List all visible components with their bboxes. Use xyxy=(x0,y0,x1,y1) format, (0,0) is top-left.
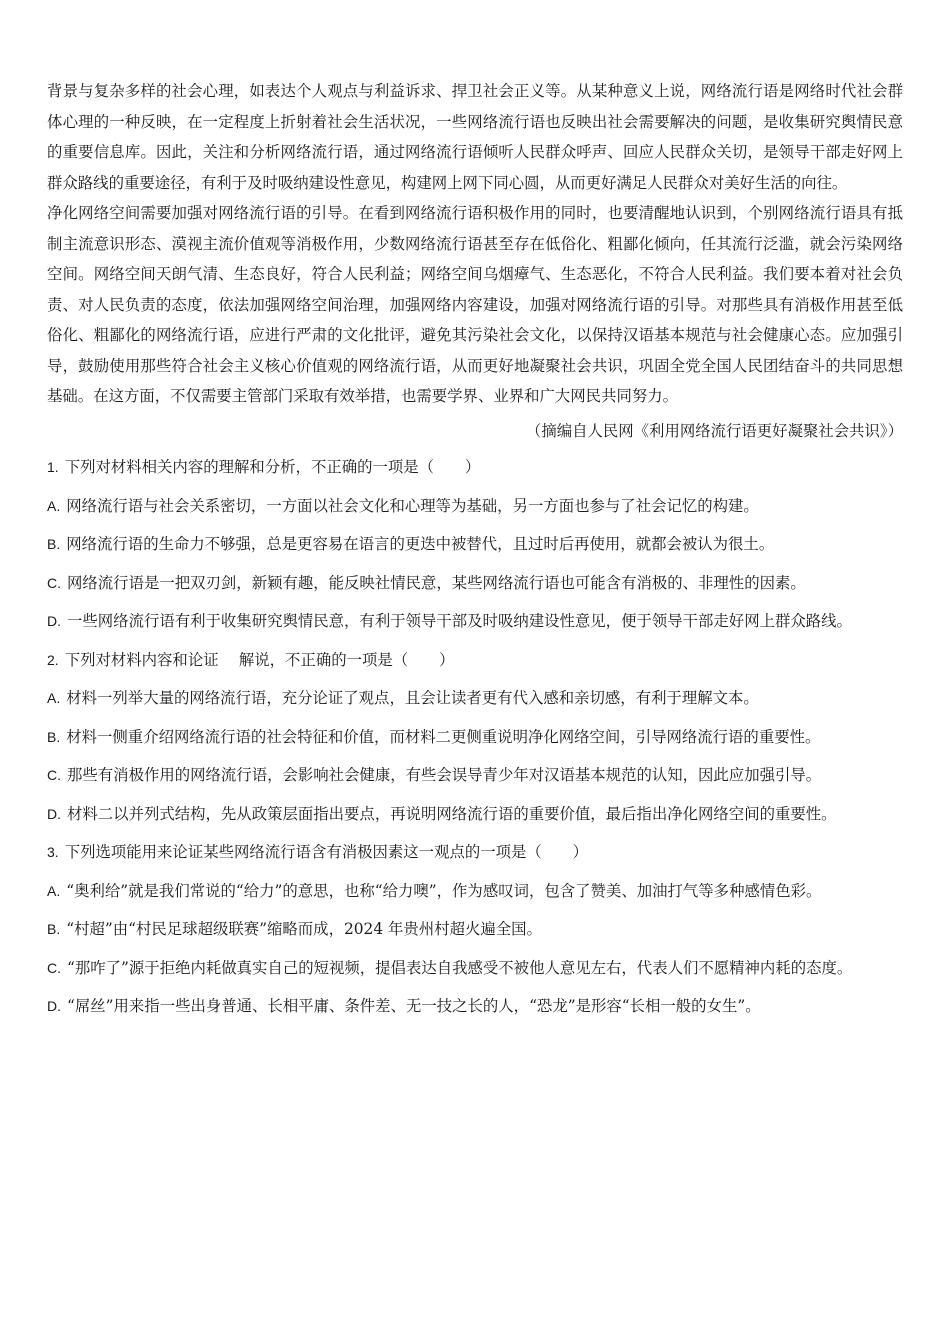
option-text: 网络流行语是一把双刃剑，新颖有趣，能反映社情民意，某些网络流行语也可能含有消极的、非理性的因素。 xyxy=(67,573,806,592)
option-d xyxy=(47,991,903,1022)
option-letter: C. xyxy=(47,959,61,976)
option-letter: A. xyxy=(47,497,61,514)
question-text: 下列选项能用来论证某些网络流行语含有消极因素这一观点的一项是（ ） xyxy=(64,843,588,861)
option-text: 那些有消极作用的网络流行语，会影响社会健康，有些会误导青少年对汉语基本规范的认知，因此应加强引导。 xyxy=(67,766,822,784)
option-text: 一些网络流行语有利于收集研究舆情民意，有利于领导干部及时吸纳建设性意见，便于领导干部走好网上群众路线。 xyxy=(67,612,852,630)
question-3 xyxy=(47,837,903,1022)
option-text: “奥利给”就是我们常说的“给力”的意思，也称“给力噢”，作为感叹词，包含了赞美、加油打气等多种感情色彩。 xyxy=(66,881,822,900)
question-number: 1. xyxy=(47,459,59,475)
option-b xyxy=(47,914,903,945)
option-letter: A. xyxy=(47,882,61,899)
option-letter: D. xyxy=(47,613,61,629)
option-b xyxy=(47,722,903,753)
option-text: 材料二以并列式结构，先从政策层面指出要点，再说明网络流行语的重要价值，最后指出净化网络空间的重要性。 xyxy=(67,804,837,823)
option-letter: B. xyxy=(47,728,61,745)
option-c xyxy=(47,953,903,984)
document-content xyxy=(47,76,903,1030)
option-letter: C. xyxy=(47,767,61,783)
question-1 xyxy=(47,452,903,637)
question-number: 2. xyxy=(47,651,59,668)
option-c xyxy=(47,760,903,791)
option-letter: A. xyxy=(47,690,61,706)
option-letter: D. xyxy=(47,998,61,1014)
option-text: 网络流行语与社会关系密切，一方面以社会文化和心理等为基础，另一方面也参与了社会记忆的构建。 xyxy=(66,496,759,515)
option-d xyxy=(47,606,903,637)
option-text: 网络流行语的生命力不够强，总是更容易在语言的更迭中被替代，且过时后再使用，就都会被认为很土。 xyxy=(66,535,775,553)
option-text: 材料一列举大量的网络流行语，充分论证了观点，且会让读者更有代入感和亲切感，有利于理解文本。 xyxy=(66,689,759,707)
option-d xyxy=(47,799,903,830)
question-stem xyxy=(47,645,903,676)
option-b xyxy=(47,529,903,560)
option-letter: C. xyxy=(47,574,61,591)
option-text: “村超”由“村民足球超级联赛”缩略而成，2024 年贵州村超火遍全国。 xyxy=(66,920,542,938)
question-2 xyxy=(47,645,903,830)
question-text: 下列对材料内容和论证 解说，不正确的一项是（ ） xyxy=(64,650,455,669)
option-letter: B. xyxy=(47,536,61,552)
paragraph-continuation: 背景与复杂多样的社会心理，如表达个人观点与利益诉求、捍卫社会正义等。从某种意义上说，网络流行语是网络时代社会群体心理的一种反映，在一定程度上折射着社会生活状况，一些网络流行语也反映出社会需要解决的问题，是收集研究舆情民意的重要信息库。因此，关注和分析网络流行语，通过网络流行语倾听人民群众呼声、回应人民群众关切，是领导干部走好网上群众路线的重要途径，有利于及时吸纳建设性意见，构建网上网下同心圆，从而更好满足人民群众对美好生活的向往。 xyxy=(47,82,903,192)
question-stem xyxy=(47,837,903,868)
paragraph-purify-cyberspace: 净化网络空间需要加强对网络流行语的引导。在看到网络流行语积极作用的同时，也要清醒地认识到，个别网络流行语具有抵制主流意识形态、漠视主流价值观等消极作用，少数网络流行语甚至存在低俗化、粗鄙化倾向，任其流行泛滥，就会污染网络空间。网络空间天朗气清、生态良好，符合人民利益；网络空间乌烟瘴气、生态恶化，不符合人民利益。我们要本着对社会负责、对人民负责的态度，依法加强网络空间治理，加强网络内容建设，加强对网络流行语的引导。对那些具有消极作用甚至低俗化、粗鄙化的网络流行语，应进行严肃的文化批评，避免其污染社会文化，以保持汉语基本规范与社会健康心态。应加强引导，鼓励使用那些符合社会主义核心价值观的网络流行语，从而更好地凝聚社会共识，巩固全党全国人民团结奋斗的共同思想基础。在这方面，不仅需要主管部门采取有效举措，也需要学界、业界和广大网民共同努力。 xyxy=(47,204,903,405)
option-a xyxy=(47,491,903,522)
option-letter: B. xyxy=(47,921,61,937)
question-text: 下列对材料相关内容的理解和分析，不正确的一项是（ ） xyxy=(64,458,481,476)
option-text: “那咋了”源于拒绝内耗做真实自己的短视频，提倡表达自我感受不被他人意见左右，代表人们不愿精神内耗的态度。 xyxy=(67,958,853,977)
option-text: 材料一侧重介绍网络流行语的社会特征和价值，而材料二更侧重说明净化网络空间，引导网络流行语的重要性。 xyxy=(66,727,821,746)
source-citation: （摘编自人民网《利用网络流行语更好凝聚社会共识》） xyxy=(525,421,903,440)
option-a xyxy=(47,876,903,907)
option-text: “屌丝”用来指一些出身普通、长相平庸、条件差、无一技之长的人，“恐龙”是形容“长相一般的女生”。 xyxy=(67,997,761,1015)
option-letter: D. xyxy=(47,805,61,822)
option-a xyxy=(47,683,903,714)
question-stem xyxy=(47,452,903,483)
option-c xyxy=(47,568,903,599)
question-number: 3. xyxy=(47,844,59,860)
